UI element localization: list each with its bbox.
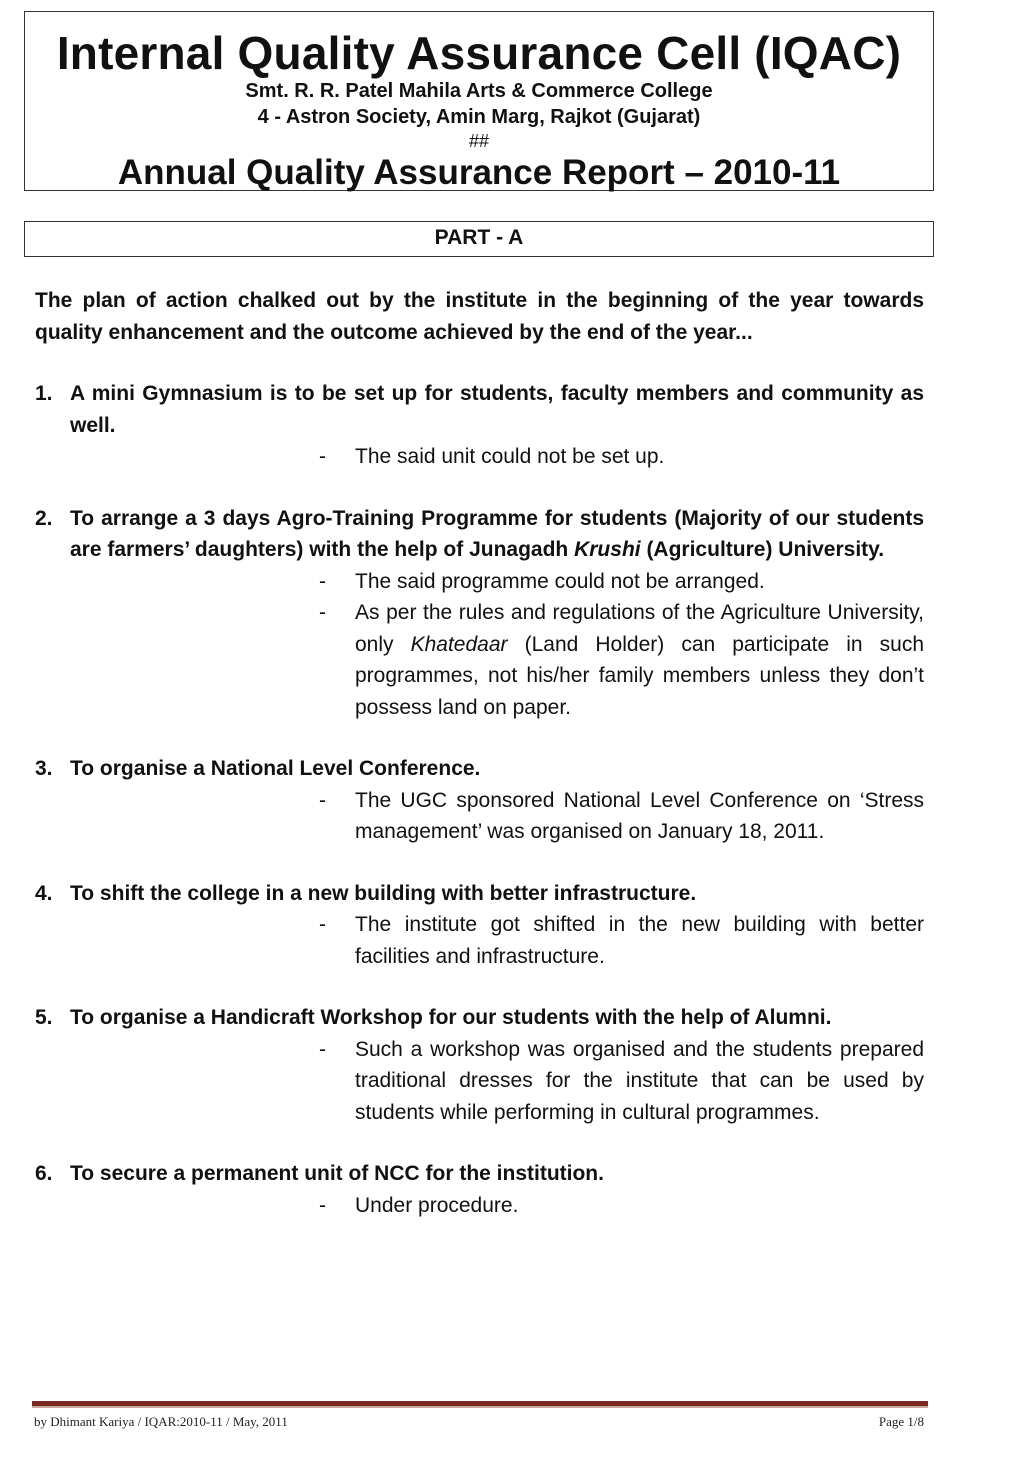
report-title: Annual Quality Assurance Report – 2010-11 — [117, 153, 841, 192]
plan-item-text — [70, 503, 924, 566]
plan-item-text: To organise a National Level Conference. — [70, 757, 481, 780]
plan-item-number: 6. — [35, 1162, 53, 1185]
outcome-text-part: (Land Holder) can participate in such programmes, not his/her family members unless they don’t possess land on paper. — [355, 632, 925, 719]
khatedaar-emphasis: Khatedaar — [410, 632, 508, 656]
part-heading: PART - A — [24, 221, 934, 257]
krushi-emphasis: Krushi — [574, 538, 641, 561]
dash-bullet: - — [319, 913, 326, 936]
outcome-line — [315, 1190, 924, 1222]
plan-item-number: 1. — [35, 382, 53, 405]
intro-paragraph: The plan of action chalked out by the institute in the beginning of the year towards quality enhancement and the outcome achieved by the end of the year... — [35, 289, 924, 344]
outcome-line — [315, 1034, 924, 1129]
document-body — [35, 285, 924, 1221]
plan-item — [35, 878, 924, 973]
page-number: Page 1/8 — [878, 1414, 924, 1429]
plan-item — [35, 378, 924, 473]
plan-item — [35, 753, 924, 848]
plan-item-number: 2. — [35, 506, 53, 530]
dash-bullet: - — [319, 445, 326, 468]
dash-bullet: - — [319, 788, 326, 812]
plan-item-heading — [35, 878, 924, 910]
header-separator: ## — [468, 131, 490, 151]
dash-bullet: - — [319, 601, 326, 624]
plan-item-heading — [35, 503, 924, 566]
outcome-text: The said programme could not be arranged. — [355, 569, 765, 593]
outcome-text-part: As per the rules and regulations of the Agriculture University, only — [355, 601, 924, 656]
plan-item-heading — [35, 1158, 924, 1190]
outcome-text: The said unit could not be set up. — [355, 445, 665, 468]
plan-item — [35, 503, 924, 724]
plan-item-text: To shift the college in a new building with better infrastructure. — [70, 881, 697, 905]
plan-item-heading — [35, 1002, 924, 1034]
document-title: Internal Quality Assurance Cell (IQAC) — [56, 27, 902, 79]
outcome-text: Under procedure. — [355, 1193, 519, 1217]
outcome-text: Such a workshop was organised and the students prepared traditional dresses for the institute that can be used by students while performing in cultural programmes. — [355, 1037, 924, 1124]
plan-item-text: A mini Gymnasium is to be set up for students, faculty members and community as well. — [70, 382, 924, 437]
plan-item-text-part: (Agriculture) University. — [640, 538, 885, 561]
plan-item — [35, 1002, 924, 1128]
dash-bullet: - — [319, 1037, 326, 1061]
plan-item-text-part: To arrange a 3 days Agro-Training Programme for students (Majority of our students are farmers’ daughters) with the help of Junagadh — [70, 506, 924, 561]
college-address: 4 - Astron Society, Amin Marg, Rajkot (Gujarat) — [257, 106, 701, 128]
outcome-line — [315, 566, 924, 598]
outcome-line — [315, 785, 924, 848]
plan-item-text: To secure a permanent unit of NCC for the institution. — [70, 1162, 604, 1185]
dash-bullet: - — [319, 569, 326, 593]
plan-item-heading — [35, 378, 924, 441]
outcome-line — [315, 597, 924, 723]
plan-item-number: 4. — [35, 881, 53, 905]
outcome-line — [315, 909, 924, 972]
footer-rule — [32, 1401, 928, 1408]
plan-item — [35, 1158, 924, 1221]
outcome-text — [355, 597, 924, 723]
plan-item-text: To organise a Handicraft Workshop for our students with the help of Alumni. — [70, 1006, 832, 1029]
outcome-line — [315, 441, 924, 473]
plan-item-number: 3. — [35, 757, 53, 780]
outcome-text: The UGC sponsored National Level Conference on ‘Stress management’ was organised on January 18, 2011. — [355, 788, 924, 843]
header-box — [24, 11, 934, 191]
plan-item-heading — [35, 753, 924, 785]
dash-bullet: - — [319, 1193, 326, 1217]
outcome-text: The institute got shifted in the new building with better facilities and infrastructure. — [355, 913, 924, 968]
plan-item-number: 5. — [35, 1006, 53, 1029]
footer-author-line: by Dhimant Kariya / IQAR:2010-11 / May, 2011 — [34, 1414, 288, 1429]
college-name: Smt. R. R. Patel Mahila Arts & Commerce College — [245, 80, 713, 102]
